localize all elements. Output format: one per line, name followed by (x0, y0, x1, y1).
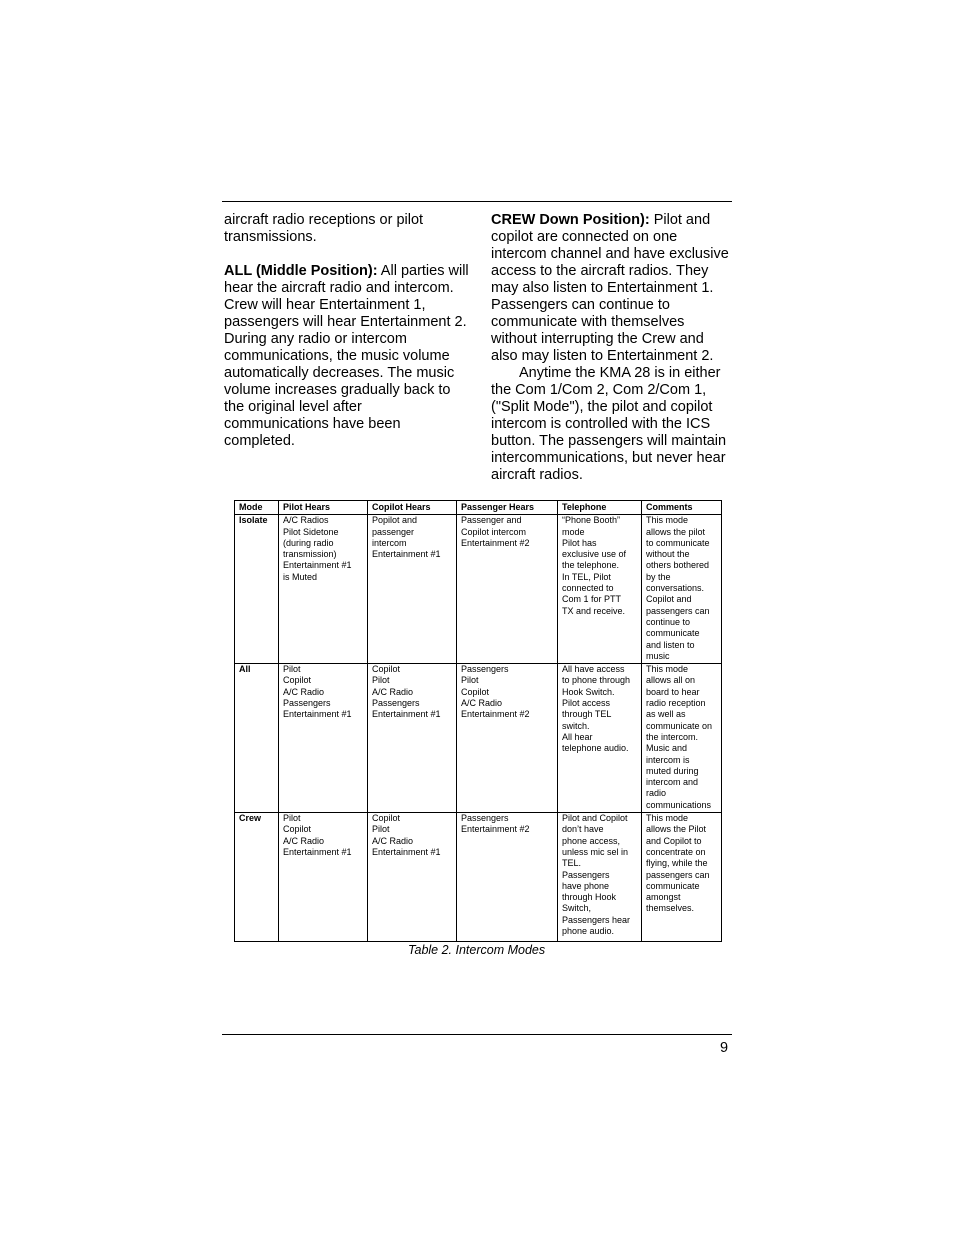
cell-line: intercom (372, 537, 407, 548)
header-rule (222, 201, 732, 202)
telephone-cell (558, 813, 642, 942)
header-copilot-hears: Copilot Hears (368, 501, 457, 515)
table-row (235, 664, 722, 813)
cell-line: Entertainment #1 (283, 846, 352, 857)
cell-line: Passengers (283, 698, 331, 709)
cell-line: themselves. (646, 903, 695, 914)
cell-line: Copilot (283, 675, 312, 686)
cell-line: Copilot (372, 813, 401, 824)
cell-line: intercom and (646, 777, 699, 788)
cell-line: TEL. (562, 858, 582, 869)
cell-line: passengers can (646, 869, 710, 880)
cell-line: through TEL (562, 709, 612, 720)
cell-line: This mode (646, 664, 689, 675)
right-paragraph-split-mode: Anytime the KMA 28 is in either the Com 1/Com 2, Com 2/Com 1, ("Split Mode"), the pilot and copilot intercom is controlled with the ICS button. The passengers will maintain intercommunications, but never hear aircraft radios. (491, 365, 727, 483)
cell-line: Passengers (372, 698, 420, 709)
crew-mode-text: Pilot and copilot are connected on one intercom channel and have exclusive access to the aircraft radios. They may also listen to Entertainment 1. Passengers can continue to communicate with themselves without interrupting the Crew and also may listen to Entertainment 2. (491, 212, 729, 364)
cell-line: A/C Radio (372, 835, 414, 846)
cell-line: phone audio. (562, 925, 615, 936)
pilot-cell (279, 813, 368, 942)
cell-line: A/C Radio (461, 698, 503, 709)
cell-line: Pilot access (562, 698, 611, 709)
comments-cell (642, 664, 722, 813)
cell-line: the intercom. (646, 731, 699, 742)
cell-line: A/C Radio (372, 686, 414, 697)
copilot-cell (368, 515, 457, 664)
cell-line: Copilot and (646, 594, 692, 605)
cell-line: allows the Pilot (646, 824, 707, 835)
cell-line: Music and (646, 743, 688, 754)
cell-line: as well as (646, 709, 686, 720)
passenger-cell (457, 664, 558, 813)
cell-line: communicate (646, 628, 700, 639)
cell-line: Entertainment #1 (372, 549, 441, 560)
cell-line: don’t have (562, 824, 604, 835)
cell-line: (during radio (283, 537, 334, 548)
cell-line: Passengers (562, 869, 610, 880)
cell-line: Pilot (283, 813, 301, 824)
cell-line: radio (646, 788, 667, 799)
cell-line: TX and receive. (562, 605, 626, 616)
cell-line: allows the pilot (646, 526, 706, 537)
cell-line: A/C Radio (283, 835, 325, 846)
cell-line: Copilot (283, 824, 312, 835)
mode-cell: Isolate (235, 515, 279, 664)
header-pilot-hears: Pilot Hears (279, 501, 368, 515)
cell-line: Copilot (372, 664, 401, 675)
cell-line: Passengers (461, 813, 509, 824)
table-row (235, 515, 722, 664)
mode-cell: All (235, 664, 279, 813)
cell-line: switch. (562, 720, 590, 731)
telephone-cell (558, 515, 642, 664)
cell-line: Pilot has (562, 537, 597, 548)
cell-line: Pilot (372, 675, 390, 686)
cell-line: intercom is (646, 754, 690, 765)
all-mode-heading: ALL (Middle Position): (224, 263, 378, 279)
cell-line: passenger (372, 526, 415, 537)
comments-cell (642, 813, 722, 942)
cell-line: Entertainment #1 (372, 846, 441, 857)
cell-line: is Muted (283, 571, 318, 582)
cell-line: have phone (562, 880, 610, 891)
cell-line: This mode (646, 515, 689, 526)
cell-line: Entertainment #1 (283, 709, 352, 720)
intercom-modes-table (234, 500, 722, 942)
copilot-cell (368, 664, 457, 813)
telephone-cell (558, 664, 642, 813)
cell-line: amongst (646, 892, 681, 903)
cell-line: flying, while the (646, 858, 708, 869)
header-comments: Comments (642, 501, 722, 515)
cell-line: Pilot Sidetone (283, 526, 339, 537)
header-mode: Mode (235, 501, 279, 515)
table-body (235, 515, 722, 942)
cell-line: Copilot intercom (461, 526, 527, 537)
pilot-cell (279, 664, 368, 813)
cell-line: conversations. (646, 583, 705, 594)
cell-line: allows all on (646, 675, 696, 686)
cell-line: exclusive use of (562, 549, 627, 560)
right-paragraph-crew-mode (491, 212, 734, 365)
cell-line: communicate on (646, 720, 713, 731)
cell-line: radio reception (646, 698, 706, 709)
cell-line: Switch, (562, 903, 592, 914)
cell-line: Entertainment #2 (461, 824, 530, 835)
mode-cell: Crew (235, 813, 279, 942)
cell-line: others bothered (646, 560, 710, 571)
cell-line: Passenger and (461, 515, 522, 526)
passenger-cell (457, 515, 558, 664)
cell-line: Entertainment #2 (461, 537, 530, 548)
page-number: 9 (720, 1040, 729, 1056)
cell-line: without the (646, 549, 690, 560)
right-column (491, 212, 734, 484)
cell-line: Popilot and (372, 515, 418, 526)
cell-line: and Copilot to (646, 835, 702, 846)
table-caption: Table 2. Intercom Modes (408, 943, 546, 957)
left-column (224, 212, 470, 450)
cell-line: by the (646, 571, 671, 582)
passenger-cell (457, 813, 558, 942)
cell-line: Pilot (283, 664, 301, 675)
header-passenger-hears: Passenger Hears (457, 501, 558, 515)
cell-line: communicate (646, 880, 700, 891)
cell-line: concentrate on (646, 846, 706, 857)
left-paragraph-1: aircraft radio receptions or pilot transmissions. (224, 212, 424, 245)
pilot-cell (279, 515, 368, 664)
cell-line: Pilot (461, 675, 479, 686)
cell-line: Entertainment #1 (372, 709, 441, 720)
cell-line: Hook Switch. (562, 686, 615, 697)
cell-line: telephone audio. (562, 743, 629, 754)
cell-line: passengers can (646, 605, 710, 616)
cell-line: and listen to (646, 639, 695, 650)
cell-line: continue to (646, 616, 691, 627)
cell-line: the telephone. (562, 560, 620, 571)
cell-line: Entertainment #2 (461, 709, 530, 720)
cell-line: to communicate (646, 537, 710, 548)
cell-line: Pilot and Copilot (562, 813, 628, 824)
cell-line: transmission) (283, 549, 337, 560)
cell-line: muted during (646, 765, 699, 776)
cell-line: This mode (646, 813, 689, 824)
cell-line: music (646, 650, 670, 661)
cell-line: Passengers hear (562, 914, 631, 925)
cell-line: unless mic sel in (562, 846, 629, 857)
left-paragraph-all-mode (224, 263, 470, 450)
cell-line: communications (646, 799, 712, 810)
comments-cell (642, 515, 722, 664)
table-header-row (235, 501, 722, 515)
cell-line: through Hook (562, 892, 617, 903)
cell-line: “Phone Booth” (562, 515, 621, 526)
cell-line: to phone through (562, 675, 631, 686)
cell-line: Com 1 for PTT (562, 594, 622, 605)
header-telephone: Telephone (558, 501, 642, 515)
cell-line: Pilot (372, 824, 390, 835)
footer-rule (222, 1034, 732, 1035)
cell-line: All hear (562, 731, 593, 742)
table-row (235, 813, 722, 942)
cell-line: phone access, (562, 835, 621, 846)
cell-line: board to hear (646, 686, 700, 697)
all-mode-text: All parties will hear the aircraft radio and intercom. Crew will hear Entertainment 1, passengers will hear Entertainment 2. During any radio or intercom communications, the music volume automatically decreases. The music volume increases gradually back to the original level after communications have been completed. (224, 263, 469, 449)
cell-line: Copilot (461, 686, 490, 697)
cell-line: A/C Radio (283, 686, 325, 697)
cell-line: mode (562, 526, 585, 537)
cell-line: connected to (562, 583, 614, 594)
cell-line: A/C Radios (283, 515, 329, 526)
crew-mode-heading: CREW Down Position): (491, 212, 650, 228)
cell-line: Passengers (461, 664, 509, 675)
cell-line: Entertainment #1 (283, 560, 352, 571)
cell-line: All have access (562, 664, 625, 675)
copilot-cell (368, 813, 457, 942)
cell-line: In TEL, Pilot (562, 571, 611, 582)
